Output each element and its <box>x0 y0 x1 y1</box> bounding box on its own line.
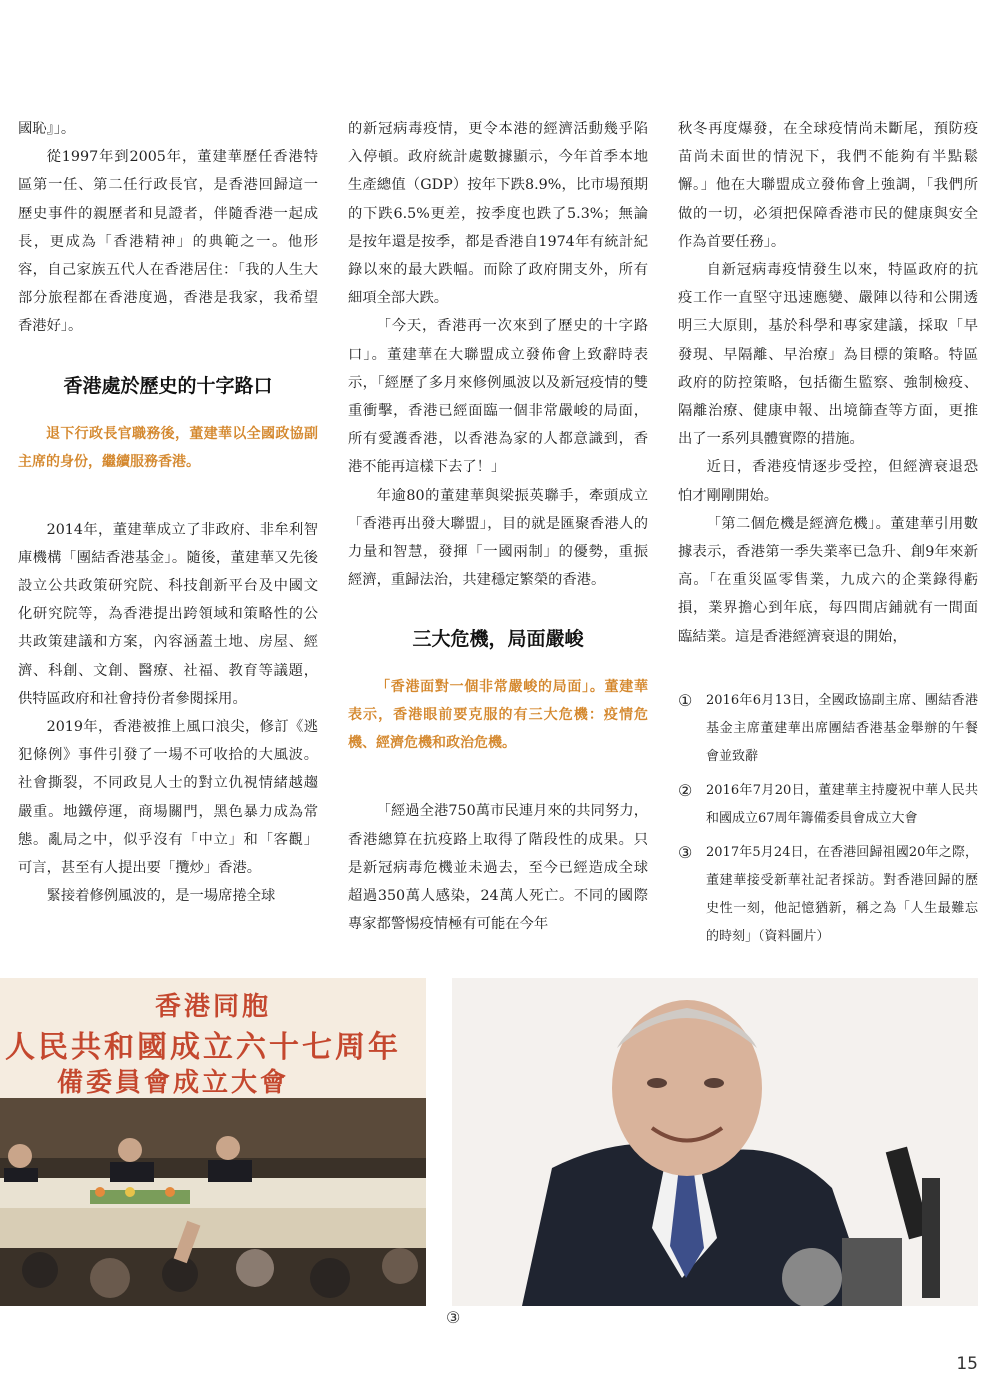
photo-caption <box>678 687 978 771</box>
section-lead: 退下行政長官職務後，董建華以全國政協副主席的身份，繼續服務香港。 <box>18 425 318 470</box>
section-heading: 香港處於歷史的十字路口 <box>63 374 273 397</box>
paragraph: 「今天，香港再一次來到了歷史的十字路口」。董建華在大聯盟成立發佈會上致辭時表示，「經歷了多月來修例風波以及新冠疫情的雙重衝擊，香港已經面臨一個非常嚴峻的局面，所有愛護香港，以香港為家的人都意識到，香港不能再這樣下去了！」 <box>348 318 648 476</box>
caption-number: ① <box>678 690 693 710</box>
column-3 <box>678 115 978 957</box>
photo-captions <box>678 687 978 951</box>
paragraph: 自新冠病毒疫情發生以來，特區政府的抗疫工作一直堅守迅速應變、嚴陣以待和公開透明三大原則，基於科學和專家建議，採取「早發現、早隔離、早治療」為目標的策略。特區政府的防控策略，包括衞生監察、強制檢疫、隔離治療、健康申報、出境篩查等方面，更推出了一系列具體實際的措施。 <box>678 262 978 448</box>
photo-meeting <box>0 978 426 1306</box>
paragraph: 年逾80的董建華與梁振英聯手，牽頭成立「香港再出發大聯盟」，目的就是匯聚香港人的力量和智慧，發揮「一國兩制」的優勢，重振經濟，重歸法治，共建穩定繁榮的香港。 <box>348 487 648 589</box>
banner-text: 香港同胞 <box>154 992 271 1022</box>
caption-text: 2016年7月20日，董建華主持慶祝中華人民共和國成立67周年籌備委員會成立大會 <box>706 782 978 826</box>
paragraph: 近日，香港疫情逐步受控，但經濟衰退恐怕才剛剛開始。 <box>678 459 978 504</box>
paragraph: 2014年，董建華成立了非政府、非牟利智庫機構「團結香港基金」。隨後，董建華又先後設立公共政策研究院、科技創新平台及中國文化研究院等，為香港提出跨領域和策略性的公共政策建議和方案，內容涵蓋土地、房屋、經濟、科創、文創、醫療、社福、教育等議題，供特區政府和社會持份者參閱採用。 <box>18 521 318 707</box>
paragraph: 從1997年到2005年，董建華歷任香港特區第一任、第二任行政長官，是香港回歸這一歷史事件的親歷者和見證者，伴隨香港一起成長，更成為「香港精神」的典範之一。他形容，自己家族五代人在香港居住：「我的人生大部分旅程都在香港度過，香港是我家，我希望香港好」。 <box>18 149 318 335</box>
caption-text: 2016年6月13日，全國政協副主席、團結香港基金主席董建華出席團結香港基金舉辦的午餐會並致辭 <box>706 692 978 764</box>
paragraph: 「第二個危機是經濟危機」。董建華引用數據表示，香港第一季失業率已急升、創9年來新高。「在重災區零售業，九成六的企業錄得虧損，業界擔心到年底，每四間店鋪就有一間面臨結業。這是香港經濟衰退的開始， <box>678 515 978 645</box>
caption-number: ② <box>678 780 693 800</box>
photo-caption <box>678 777 978 833</box>
caption-number: ③ <box>678 842 693 862</box>
photo-portrait <box>452 978 978 1306</box>
section-heading: 三大危機，局面嚴峻 <box>412 628 584 651</box>
caption-text: 2017年5月24日，在香港回歸祖國20年之際，董建華接受新華社記者採訪。對香港回歸的歷史性一刻，他記憶猶新，稱之為「人生最難忘的時刻」（資料圖片） <box>706 844 978 944</box>
photo-caption <box>678 839 978 951</box>
section-lead: 「香港面對一個非常嚴峻的局面」。董建華表示，香港眼前要克服的有三大危機：疫情危機、經濟危機和政治危機。 <box>348 679 648 752</box>
photo-marker: ③ <box>446 1308 461 1327</box>
paragraph: 「經過全港750萬市民連月來的共同努力，香港總算在抗疫路上取得了階段性的成果。只是新冠病毒危機並未過去，至今已經造成全球超過350萬人感染，24萬人死亡。不同的國際專家都警惕疫情極有可能在今年 <box>348 803 648 933</box>
column-1 <box>18 115 318 910</box>
page-number: 15 <box>956 1354 978 1374</box>
paragraph: 2019年，香港被推上風口浪尖，修訂《逃犯條例》事件引發了一場不可收拾的大風波。社會撕裂，不同政見人士的對立仇視情緒越趨嚴重。地鐵停運，商場關門，黑色暴力成為常態。亂局之中，似乎沒有「中立」和「客觀」可言，甚至有人提出要「攬炒」香港。 <box>18 719 318 877</box>
portrait-scene <box>452 978 978 1306</box>
meeting-scene <box>0 978 426 1306</box>
paragraph: 國恥』」。 <box>18 121 76 137</box>
banner-text: 備委員會成立大會 <box>56 1068 289 1098</box>
column-2 <box>348 115 648 938</box>
banner-text: 人民共和國成立六十七周年 <box>5 1030 401 1065</box>
paragraph: 秋冬再度爆發，在全球疫情尚未斷尾，預防疫苗尚未面世的情況下，我們不能夠有半點鬆懈。」他在大聯盟成立發佈會上強調，「我們所做的一切，必須把保障香港市民的健康與安全作為首要任務」。 <box>678 121 978 250</box>
paragraph: 緊接着修例風波的，是一場席捲全球 <box>46 888 276 905</box>
paragraph: 的新冠病毒疫情，更令本港的經濟活動幾乎陷入停頓。政府統計處數據顯示，今年首季本地生產總值（GDP）按年下跌8.9%，比市場預期的下跌6.5%更差，按季度也跌了5.3%；無論是按年還是按季，都是香港自1974年有統計紀錄以來的最大跌幅。而除了政府開支外，所有細項全部大跌。 <box>348 121 648 307</box>
